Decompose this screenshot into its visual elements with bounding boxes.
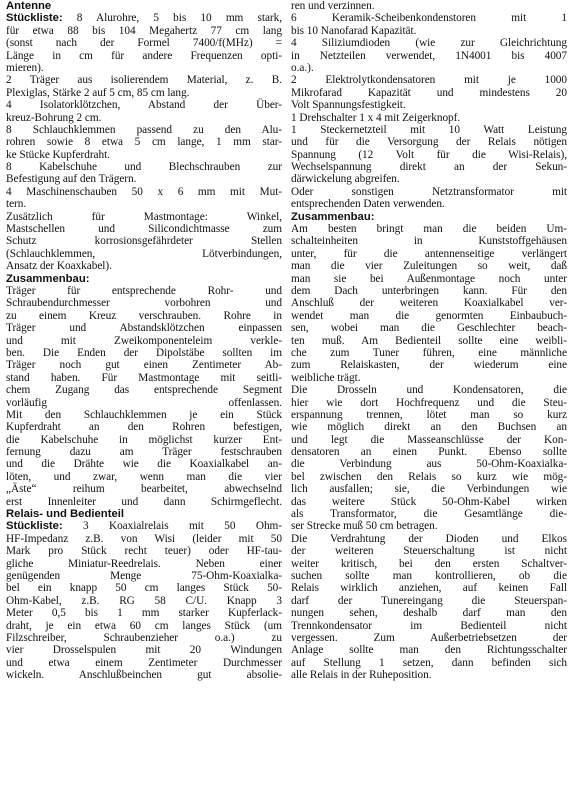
- antenne-text-line: 4 Maschinenschauben 50 x 6 mm mit Mut-: [6, 185, 282, 198]
- relais-text-line: Meter 0,5 bis 1 mm starker Kupferlack-: [6, 607, 282, 620]
- zusammenbau-relais-line: unter, für die antennenseitige verlängert: [291, 247, 567, 260]
- relais-list-line: 6 Keramik-Scheibenkondenstoren mit 1: [291, 12, 567, 25]
- zusammenbau-antenne-line: Träger für entsprechende Rohr- und: [6, 284, 282, 297]
- zusammenbau-antenne-line: ben. Die Enden der Dipolstäbe sollten im: [6, 346, 282, 359]
- zusammenbau-relais-line: Trennkondensator im Bedienteil nicht: [291, 619, 567, 632]
- antenne-text-line: kreuz-Bohrung 2 cm.: [6, 111, 102, 124]
- antenne-text-line: tern.: [6, 198, 27, 211]
- zusammenbau-relais-line: und legt die Masseanschlüsse der Kon-: [291, 433, 567, 446]
- zusammenbau-relais-line: weibliche trägt.: [291, 371, 361, 384]
- zusammenbau-antenne-line: erst Innenleiter und dann Schirmgeflecht.: [6, 495, 282, 508]
- zusammenbau-antenne-line: löten, und zwar, wenn man die vier: [6, 470, 282, 483]
- antenne-text-line: rohren sowie 8 etwa 5 cm lange, 1 mm star-: [6, 136, 282, 149]
- zusammenbau-relais-line: schalteinheiten in Kunststoffgehäusen: [291, 235, 567, 248]
- relais-text-line: gliche Miniatur-Reedrelais. Neben einer: [6, 557, 282, 570]
- antenne-text-line: für etwa 88 bis 104 Megahertz 77 cm lang: [6, 24, 282, 37]
- zusammenbau-relais-line: Am besten bringt man die beiden Um-: [291, 223, 567, 236]
- relais-list-line: o.a.).: [291, 61, 314, 74]
- zusammenbau-antenne-line: „Äste“ reihum bearbeitet, abwechselnd: [6, 483, 282, 496]
- relais-list-line: Wechselspannung direkt an der Sekun-: [291, 161, 567, 174]
- zusammenbau-antenne-line: stand haben. Für Mastmontage mit seitli-: [6, 371, 282, 384]
- section-heading-zusammenbau-relais: Zusammenbau:: [291, 210, 375, 223]
- relais-list-line: Mikrofarad Kapazität und mindestens 20: [291, 86, 567, 99]
- zusammenbau-relais-line: Die Verdrahtung der Dioden und Elkos: [291, 532, 567, 545]
- relais-list-line: 2 Elektrolytkondensatoren mit je 1000: [291, 74, 567, 87]
- relais-list-line: bis 10 Nanofarad Kapazität.: [291, 24, 417, 37]
- zusammenbau-antenne-line: Kupferdraht an den Rohren befestigen,: [6, 421, 282, 434]
- zusammenbau-relais-line: das weitere Stück 50-Ohm-Kabel wirken: [291, 495, 567, 508]
- antenne-text-line: Ansatz der Koaxkabel).: [6, 260, 112, 273]
- relais-text-line: genügenden Menge 75-Ohm-Koaxialka-: [6, 569, 282, 582]
- antenne-text-line: [6, 12, 282, 24]
- relais-text-line: draht, je ein etwa 60 cm langes Stück (um: [6, 619, 282, 632]
- zusammenbau-antenne-line: vorläufig offenlassen.: [6, 396, 282, 409]
- antenne-text-line: Schutz korrosionsgefährdeter Stellen: [6, 235, 282, 248]
- zusammenbau-antenne-line: fernung dazu am Träger festschrauben: [6, 446, 282, 459]
- zusammenbau-relais-line: vergessen. Zum Außerbetriebsetzen der: [291, 631, 567, 644]
- zusammenbau-relais-line: dem Dach unterbringen kann. Für den: [291, 284, 567, 297]
- zusammenbau-relais-line: hier wie dort Hochfrequenz und die Steu-: [291, 396, 567, 409]
- antenne-text-line: ke Stücke Kupferdraht.: [6, 148, 110, 161]
- zusammenbau-antenne-line: die Kabelschuhe in möglichst kurzer Ent-: [6, 433, 282, 446]
- relais-text-line: vier Drosselspulen mit 20 Windungen: [6, 644, 282, 657]
- zusammenbau-relais-line: bel zwischen den Relais so kurz wie mög-: [291, 470, 567, 483]
- zusammenbau-relais-line: die Verbindung aus 50-Ohm-Koaxialka-: [291, 458, 567, 471]
- relais-list-line: und für die Versorgung der Relais nötigen: [291, 136, 567, 149]
- right-column: [291, 0, 567, 681]
- antenne-text-line: 2 Träger aus isolierendem Material, z. B.: [6, 74, 282, 87]
- zusammenbau-antenne-line: Träger und Abstandsklötzchen einpassen: [6, 322, 282, 335]
- zusammenbau-antenne-line: und mit Zweikomponenteleim verkle-: [6, 334, 282, 347]
- antenne-text-line: (Schlauchklemmen, Lötverbindungen,: [6, 247, 282, 260]
- zusammenbau-relais-line: Anlage sollte man den Richtungsschalter: [291, 644, 567, 657]
- relais-list-line: Oder sonstigen Netztransformator mit: [291, 185, 567, 198]
- antenne-text-line: Mastschellen und Silicondichtmasse zum: [6, 223, 282, 236]
- zusammenbau-relais-line: densatoren an einen Punkt. Ebenso sollte: [291, 446, 567, 459]
- relais-list-line: in Netzteilen verwendet, 1N4001 bis 4007: [291, 49, 567, 62]
- zusammenbau-relais-line: darf der Tunereingang die Steuerspan-: [291, 594, 567, 607]
- relais-text-line: bel ein knapp 50 cm langes Stück 50-: [6, 582, 282, 595]
- zusammenbau-relais-line: alle Relais in der Ruheposition.: [291, 669, 432, 682]
- relais-text-line-text: 3 Koaxialrelais mit 50 Ohm-: [62, 520, 282, 533]
- section-heading-antenne: Antenne: [6, 0, 52, 12]
- relais-list-line: 1 Drehschalter 1 x 4 mit Zeigerknopf.: [291, 111, 461, 124]
- zusammenbau-relais-line: man sie bei Außenmontage noch unter: [291, 272, 567, 285]
- left-column: [6, 0, 282, 681]
- relais-text-line: Filzschreiber, Schraubenzieher o.a.) zu: [6, 631, 282, 644]
- zusammenbau-relais-line: weiter kritisch, bei den ersten Schaltver-: [291, 557, 567, 570]
- zusammenbau-relais-line: erspannung trennen, lötet man so kurz: [291, 408, 567, 421]
- zusammenbau-relais-line: wendet man die genormten Einbaubuch-: [291, 309, 567, 322]
- zusammenbau-antenne-line: und die Drähte wie die Koaxialkabel an-: [6, 458, 282, 471]
- zusammenbau-relais-line: zum Relaiskasten, der wiederum eine: [291, 359, 567, 372]
- zusammenbau-relais-line: nungen sehen, deshalb darf man den: [291, 607, 567, 620]
- zusammenbau-antenne-line: Träger noch gut einen Zentimeter Ab-: [6, 359, 282, 372]
- zusammenbau-relais-line: Die Drosseln und Kondensatoren, die: [291, 384, 567, 397]
- relais-text-line: und etwa einem Zentimeter Durchmesser: [6, 656, 282, 669]
- zusammenbau-relais-line: Anschluß der weiteren Koaxialkabel ver-: [291, 297, 567, 310]
- zusammenbau-relais-line: sen, wobei man die Geschlechter beach-: [291, 322, 567, 335]
- zusammenbau-relais-line: der weiteren Steuerschaltung ist nicht: [291, 545, 567, 558]
- section-heading-relais: Relais- und Bedienteil: [6, 508, 125, 521]
- zusammenbau-relais-line: ser Strecke muß 50 cm betragen.: [291, 520, 438, 533]
- zusammenbau-relais-line: Relais wirklich anziehen, auf keinen Fall: [291, 582, 567, 595]
- section-heading-zusammenbau-antenne: Zusammenbau:: [6, 272, 90, 285]
- antenne-text-line: 4 Isolatorklötzchen, Abstand der Über-: [6, 99, 282, 112]
- zusammenbau-antenne-line: Schraubendurchmesser vorbohren und: [6, 297, 282, 310]
- relais-text-line: [6, 520, 282, 532]
- relais-list-line: entsprechenden Daten verwenden.: [291, 198, 445, 211]
- relais-list-line: ren und verzinnen.: [291, 0, 375, 12]
- antenne-text-line-label: Stückliste:: [6, 12, 63, 25]
- relais-list-line: Volt Spannungsfestigkeit.: [291, 99, 406, 112]
- antenne-text-line: mieren).: [6, 61, 44, 74]
- relais-text-line-label: Stückliste:: [6, 520, 63, 533]
- relais-text-line: Mark pro Stück recht teuer) oder HF-tau-: [6, 545, 282, 558]
- relais-text-line: Ohm-Kabel, z.B. RG 58 C/U. Knapp 3: [6, 594, 282, 607]
- antenne-text-line: Länge in cm für andere Frequenzen opti-: [6, 49, 282, 62]
- zusammenbau-relais-line: wie möglich direkt an den Buchsen an: [291, 421, 567, 434]
- relais-text-line: wickeln. Anschlußbeinchen gut absolie-: [6, 669, 282, 682]
- relais-text-line: HF-Impedanz z.B. von Wisi (leider mit 50: [6, 532, 282, 545]
- antenne-text-line: 8 Schlauchklemmen passend zu den Alu-: [6, 123, 282, 136]
- zusammenbau-relais-line: als Transformator, die Gesamtlänge die-: [291, 508, 567, 521]
- zusammenbau-antenne-line: Mit den Schlauchklemmen je ein Stück: [6, 408, 282, 421]
- antenne-text-line: 8 Kabelschuhe und Blechschrauben zur: [6, 161, 282, 174]
- zusammenbau-relais-line: suchen sollte man kontrollieren, ob die: [291, 569, 567, 582]
- relais-list-line: Spannung (12 Volt für die Wisi-Relais),: [291, 148, 567, 161]
- antenne-text-line: Befestigung auf den Trägern.: [6, 173, 137, 186]
- zusammenbau-relais-line: man die vier Zuleitungen so weit, daß: [291, 260, 567, 273]
- relais-list-line: 4 Siliziumdioden (wie zur Gleichrichtung: [291, 37, 567, 50]
- zusammenbau-relais-line: che zum Tuner führen, eine männliche: [291, 346, 567, 359]
- zusammenbau-antenne-line: zu einem Kreuz verschrauben. Rohre in: [6, 309, 282, 322]
- zusammenbau-antenne-line: chem Zugang das entsprechende Segment: [6, 384, 282, 397]
- relais-list-line: därwickelung abgreifen.: [291, 173, 400, 186]
- zusammenbau-relais-line: ten muß. Am Bedienteil sollte eine weibli-: [291, 334, 567, 347]
- zusammenbau-relais-line: lich ausfallen; sie, die Verbindungen wie: [291, 483, 567, 496]
- antenne-text-line-text: 8 Alurohre, 5 bis 10 mm stark,: [62, 12, 282, 25]
- relais-list-line: 1 Steckernetzteil mit 10 Watt Leistung: [291, 123, 567, 136]
- antenne-text-line: Zusätzlich für Mastmontage: Winkel,: [6, 210, 282, 223]
- antenne-text-line: (sonst nach der Formel 7400/f(MHz) =: [6, 37, 282, 50]
- antenne-text-line: Plexiglas, Stärke 2 auf 5 cm, 85 cm lang.: [6, 86, 190, 99]
- zusammenbau-relais-line: auf Stellung 1 setzen, dann befinden sich: [291, 656, 567, 669]
